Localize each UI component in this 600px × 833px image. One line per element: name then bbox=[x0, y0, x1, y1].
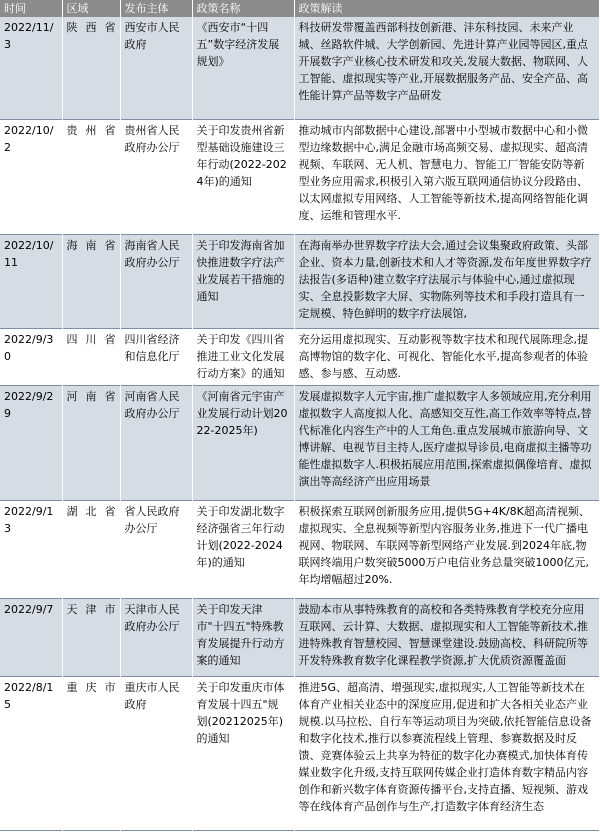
header-interpretation: 政策解读 bbox=[294, 0, 600, 17]
table-row bbox=[0, 598, 600, 676]
publisher-cell: 贵州省人民政府办公厅 bbox=[120, 119, 192, 234]
table-row bbox=[0, 500, 600, 598]
interpretation-cell: 积极探索互联网创新服务应用,提供5G+4K/8K超高清视频、虚拟现实、全息视频等新型内容服务业务,推进下一代广播电视网、物联网、车联网等新型网络产业发展.到2024年底,物联网终端用户数突破5000万户电信业务总量突破1000亿元,年均增幅超过20%. bbox=[294, 500, 600, 598]
table-row bbox=[0, 385, 600, 500]
interpretation-cell: 发展虚拟数字人元宇宙,推广虚拟数字人多领域应用,充分利用虚拟数字人高度拟人化、高感知交互性,高工作效率等特点,替代标准化内容生产中的人工角色.重点发展城市旅游向导、文博讲解、电视节目主持人,医疗虚拟导诊员,电商虚拟主播等功能性虚拟数字人.积极拓展应用范围,探索虚拟偶像培育、虚拟演出等高经济产出应用场景 bbox=[294, 385, 600, 500]
header-region: 区域 bbox=[62, 0, 120, 17]
policy-name-cell: 关于印发重庆市体育发展十四五"规划(20212025年)的通知 bbox=[192, 676, 294, 830]
date-cell: 2022/10/11 bbox=[0, 234, 62, 328]
date-cell: 2022/10/2 bbox=[0, 119, 62, 234]
interpretation-cell: 鼓励本市从事特殊教育的高校和各类特殊教育学校充分应用互联网、云计算、大数据、虚拟现实和人工智能等新技术,推进特殊教育智慧校园、智慧课堂建设.鼓励高校、科研院所等开发特殊教育数字化课程教学资源,扩大优质资源覆盖面 bbox=[294, 598, 600, 676]
table-row bbox=[0, 328, 600, 385]
header-policy-name: 政策名称 bbox=[192, 0, 294, 17]
header-publisher: 发布主体 bbox=[120, 0, 192, 17]
date-cell: 2022/9/29 bbox=[0, 385, 62, 500]
policy-name-cell: 关于印发湖北数字经济强省三年行动计划(2022-2024年)的通知 bbox=[192, 500, 294, 598]
publisher-cell: 西安市人民政府 bbox=[120, 17, 192, 119]
publisher-cell: 四川省经济和信息化厅 bbox=[120, 328, 192, 385]
interpretation-cell: 充分运用虚拟现实、互动影视等数字技术和现代展陈理念,提高博物馆的数字化、可视化、智能化水平,提高参观者的体验感、参与感、互动感. bbox=[294, 328, 600, 385]
region-cell: 陕西省 bbox=[62, 17, 120, 119]
policy-name-cell: 《河南省元宇宙产业发展行动计划2022-2025年) bbox=[192, 385, 294, 500]
publisher-cell: 省人民政府办公厅 bbox=[120, 500, 192, 598]
table-row bbox=[0, 17, 600, 119]
date-cell: 2022/9/30 bbox=[0, 328, 62, 385]
policy-name-cell: 关于印发贵州省新型基础设施建设三年行动(2022-2024年)的通知 bbox=[192, 119, 294, 234]
table-row bbox=[0, 234, 600, 328]
publisher-cell: 河南省人民政府办公厅 bbox=[120, 385, 192, 500]
table-row bbox=[0, 676, 600, 830]
table-row bbox=[0, 119, 600, 234]
region-cell: 贵州省 bbox=[62, 119, 120, 234]
region-cell: 海南省 bbox=[62, 234, 120, 328]
region-cell: 河南省 bbox=[62, 385, 120, 500]
publisher-cell: 天津市人民政府办公厅 bbox=[120, 598, 192, 676]
date-cell: 2022/9/7 bbox=[0, 598, 62, 676]
date-cell: 2022/9/13 bbox=[0, 500, 62, 598]
date-cell: 2022/11/3 bbox=[0, 17, 62, 119]
header-date: 时间 bbox=[0, 0, 62, 17]
publisher-cell: 重庆市人民政府 bbox=[120, 676, 192, 830]
region-cell: 天津市 bbox=[62, 598, 120, 676]
interpretation-cell: 科技研发带覆盖西部科技创新港、沣东科技园、未来产业城、丝路软件城、大学创新园、先进计算产业园等园区,重点开展数字产业核心技术研发和攻关,发展大数据、物联网、人工智能、虚拟现实等产业,开展数据服务产品、安全产品、高性能计算产品等数字产品研发 bbox=[294, 17, 600, 119]
interpretation-cell: 推进5G、超高清、增强现实,虚拟现实,人工智能等新技术在体育产业相关业态中的深度应用,促进和扩大各相关业态产业规模.以马拉松、自行车等运动项目为突破,依托智能信息设备和数字化技术,推行以参赛流程线上管理、参赛数据及时反馈、竞赛体验云上共享为特征的数字化办赛模式,加快体育传媒业数字化升级,支持互联网传媒企业打造体育数字精品内容创作和新兴数字体育资源传播平台,支持直播、短视频、游戏等在线体育产品创作与生产,打造数字体育经济生态 bbox=[294, 676, 600, 830]
region-cell: 重庆市 bbox=[62, 676, 120, 830]
header-row bbox=[0, 0, 600, 17]
policy-name-cell: 关于印发天津市"十四五"特殊教育发展提升行动方案的通知 bbox=[192, 598, 294, 676]
region-cell: 四川省 bbox=[62, 328, 120, 385]
policy-name-cell: 关于印发《四川省推进工业文化发展行动方案》的通知 bbox=[192, 328, 294, 385]
policy-name-cell: 关于印发海南省加快推进数字疗法产业发展若干措施的通知 bbox=[192, 234, 294, 328]
interpretation-cell: 推动城市内部数据中心建设,部署中小型城市数据中心和小微型边缘数据中心,满足金融市场高频交易、虚拟现实、超高清视频、车联网、无人机、智慧电力、智能工厂智能安防等新型业务应用需求,积极引入第六版互联网通信协议分段路由、以太网虚拟专用网络、人工智能等新技术,提高网络智能化调度、运维和管理水平. bbox=[294, 119, 600, 234]
policy-name-cell: 《西安市“十四五”数字经济发展规划》 bbox=[192, 17, 294, 119]
date-cell: 2022/8/15 bbox=[0, 676, 62, 830]
publisher-cell: 海南省人民政府办公厅 bbox=[120, 234, 192, 328]
region-cell: 湖北省 bbox=[62, 500, 120, 598]
interpretation-cell: 在海南举办世界数字疗法大会,通过会议集聚政府政策、头部企业、资本力量,创新技术和人才等资源,发布年度世界数字疗法报告(多语种)建立数字疗法展示与体验中心,通过虚拟现实、全息投影数字大屏、实物陈列等技术和手段打造具有一定规模、特色鲜明的数字疗法展馆, bbox=[294, 234, 600, 328]
